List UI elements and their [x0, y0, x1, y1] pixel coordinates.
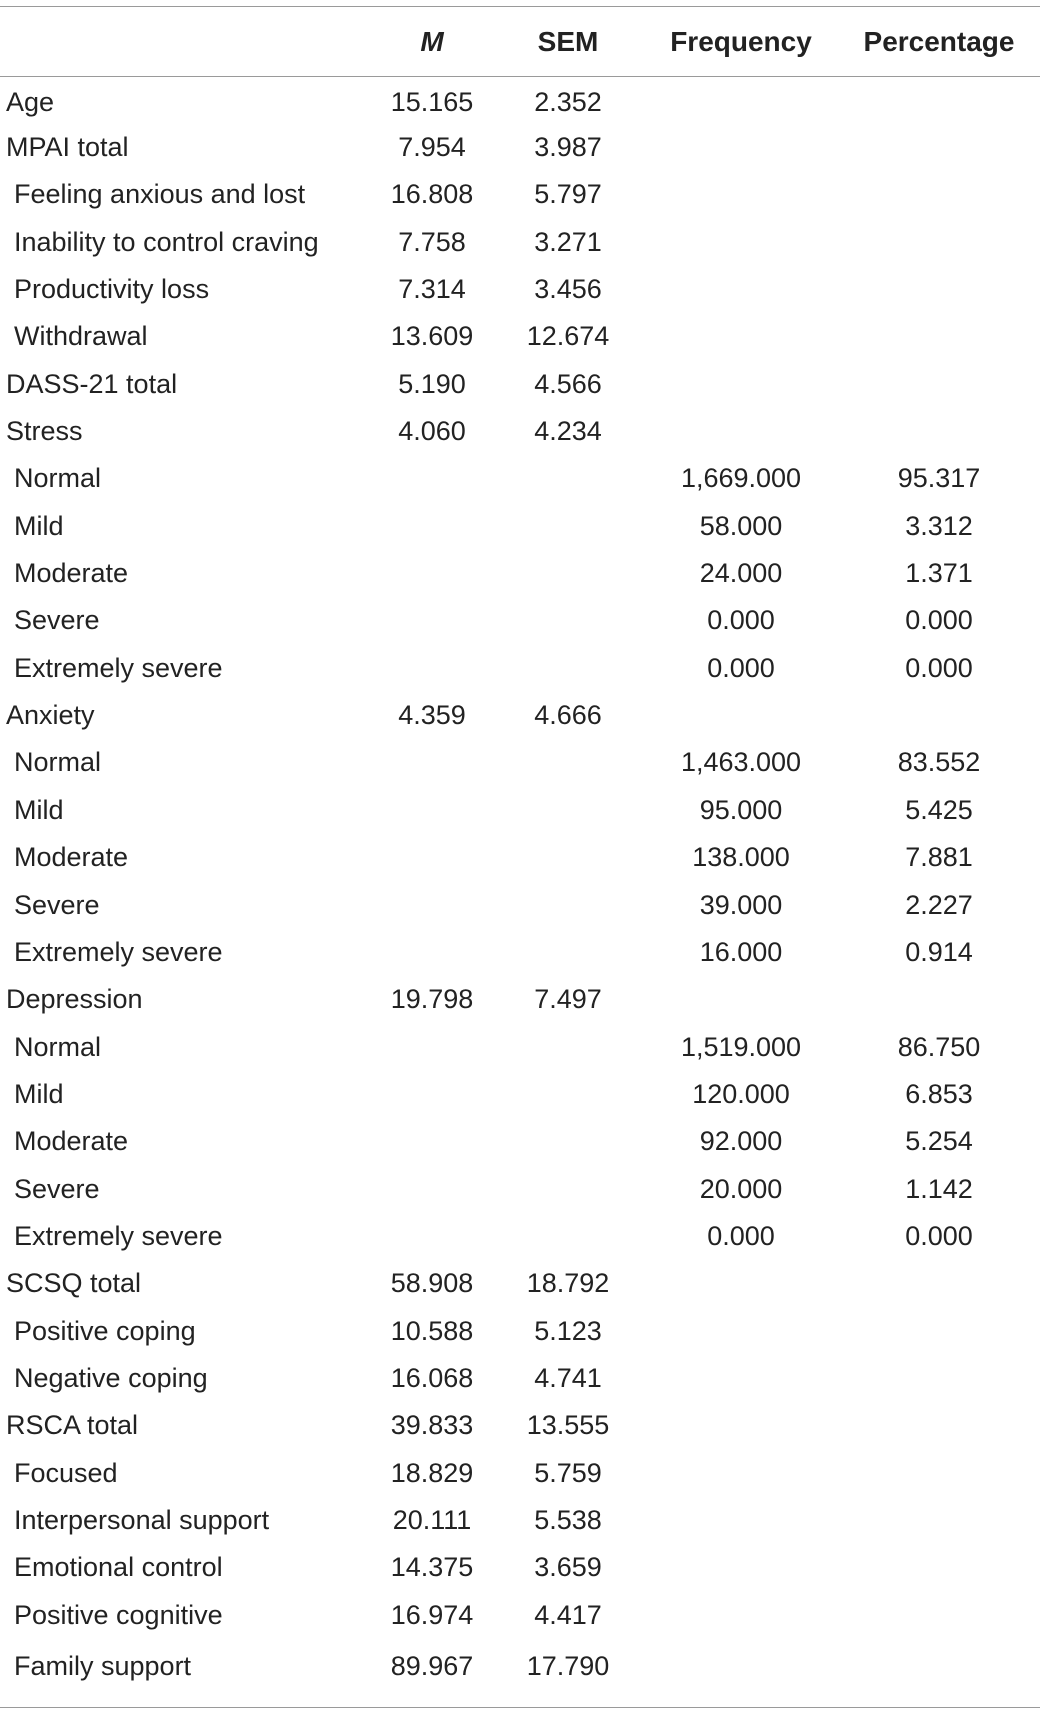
descriptive-statistics-table — [0, 6, 1040, 1708]
header-percentage: Percentage — [838, 7, 1040, 77]
cell-m: 7.954 — [398, 132, 466, 163]
table-row — [0, 1592, 1040, 1639]
row-label: Feeling anxious and lost — [14, 179, 306, 210]
cell-frequency: 92.000 — [699, 1126, 783, 1157]
cell-m: 5.190 — [398, 368, 466, 399]
row-label: Interpersonal support — [14, 1504, 270, 1535]
cell-m — [372, 550, 492, 597]
cell-percentage — [838, 408, 1040, 455]
cell-sem: 18.792 — [526, 1268, 610, 1299]
table-row — [0, 77, 1040, 124]
cell-percentage — [838, 976, 1040, 1023]
cell-percentage: 7.881 — [905, 842, 973, 873]
cell-m: 4.060 — [398, 416, 466, 447]
cell-sem: 3.659 — [534, 1552, 602, 1583]
row-label: Emotional control — [14, 1552, 223, 1583]
row-label: Extremely severe — [14, 1220, 223, 1251]
cell-m: 16.068 — [390, 1362, 474, 1393]
table-row — [0, 550, 1040, 597]
cell-frequency — [644, 1544, 838, 1591]
row-label: Positive coping — [14, 1315, 196, 1346]
cell-m — [372, 834, 492, 881]
cell-m: 10.588 — [390, 1315, 474, 1346]
table-row — [0, 929, 1040, 976]
table-row — [0, 313, 1040, 360]
cell-m: 89.967 — [372, 1639, 492, 1708]
table-row — [0, 1260, 1040, 1307]
cell-percentage — [838, 1592, 1040, 1639]
cell-percentage: 83.552 — [897, 747, 981, 778]
table-row — [0, 266, 1040, 313]
cell-percentage — [838, 1402, 1040, 1449]
table-row — [0, 219, 1040, 266]
cell-percentage: 3.312 — [905, 510, 973, 541]
cell-frequency: 20.000 — [699, 1173, 783, 1204]
cell-percentage: 2.227 — [905, 889, 973, 920]
table-row — [0, 1402, 1040, 1449]
table-row — [0, 739, 1040, 786]
table-row — [0, 787, 1040, 834]
cell-m: 18.829 — [390, 1457, 474, 1488]
cell-sem: 7.497 — [534, 984, 602, 1015]
header-sem: SEM — [492, 7, 644, 77]
cell-sem — [492, 881, 644, 928]
row-label: Severe — [14, 889, 100, 920]
row-label: Extremely severe — [14, 652, 223, 683]
cell-m — [372, 929, 492, 976]
cell-m: 7.758 — [398, 226, 466, 257]
cell-percentage: 1.142 — [905, 1173, 973, 1204]
cell-sem: 12.674 — [526, 321, 610, 352]
row-label: Extremely severe — [14, 936, 223, 967]
row-label: Age — [6, 86, 55, 117]
cell-m — [372, 1118, 492, 1165]
cell-sem: 3.271 — [534, 226, 602, 257]
row-label: Moderate — [14, 558, 129, 589]
cell-sem — [492, 929, 644, 976]
row-label: Negative coping — [14, 1362, 208, 1393]
table-row — [0, 1355, 1040, 1402]
cell-frequency — [644, 1592, 838, 1639]
cell-sem: 4.417 — [534, 1599, 602, 1630]
cell-sem: 4.566 — [534, 368, 602, 399]
cell-frequency: 1,463.000 — [680, 747, 802, 778]
cell-percentage: 6.853 — [905, 1078, 973, 1109]
cell-m: 14.375 — [390, 1552, 474, 1583]
cell-percentage: 1.371 — [905, 558, 973, 589]
cell-frequency — [644, 313, 838, 360]
cell-percentage — [838, 1307, 1040, 1354]
table-row — [0, 645, 1040, 692]
cell-percentage: 86.750 — [897, 1031, 981, 1062]
cell-percentage — [838, 266, 1040, 313]
cell-m — [372, 1071, 492, 1118]
cell-sem: 13.555 — [526, 1410, 610, 1441]
cell-sem — [492, 1118, 644, 1165]
cell-frequency — [644, 1307, 838, 1354]
cell-sem — [492, 1165, 644, 1212]
cell-frequency: 138.000 — [692, 842, 790, 873]
table-row — [0, 1165, 1040, 1212]
cell-sem — [492, 1213, 644, 1260]
cell-percentage: 95.317 — [897, 463, 981, 494]
cell-frequency — [644, 1449, 838, 1496]
cell-percentage — [838, 77, 1040, 124]
table-row — [0, 1497, 1040, 1544]
table-row — [0, 881, 1040, 928]
row-label: Moderate — [14, 1126, 129, 1157]
cell-percentage: 0.000 — [905, 652, 973, 683]
row-label: Normal — [14, 747, 102, 778]
table-row — [0, 597, 1040, 644]
cell-frequency: 0.000 — [707, 605, 775, 636]
cell-m — [372, 503, 492, 550]
header-row — [0, 7, 1040, 77]
row-label: Family support — [0, 1639, 372, 1708]
cell-sem: 5.759 — [534, 1457, 602, 1488]
cell-sem — [492, 834, 644, 881]
cell-frequency: 0.000 — [707, 652, 775, 683]
cell-m — [372, 597, 492, 644]
header-m: M — [372, 7, 492, 77]
cell-sem — [492, 550, 644, 597]
cell-sem — [492, 455, 644, 502]
cell-m — [372, 881, 492, 928]
row-label: Mild — [14, 510, 64, 541]
cell-percentage — [838, 361, 1040, 408]
cell-sem: 4.741 — [534, 1362, 602, 1393]
cell-frequency: 16.000 — [699, 936, 783, 967]
row-label: RSCA total — [6, 1410, 139, 1441]
cell-frequency: 1,519.000 — [680, 1031, 802, 1062]
table-row — [0, 976, 1040, 1023]
cell-percentage — [838, 124, 1040, 171]
cell-m: 19.798 — [390, 984, 474, 1015]
row-label: Normal — [14, 463, 102, 494]
cell-sem: 4.666 — [534, 700, 602, 731]
cell-m: 39.833 — [390, 1410, 474, 1441]
cell-percentage: 0.914 — [905, 936, 973, 967]
cell-m: 4.359 — [398, 700, 466, 731]
cell-percentage: 5.425 — [905, 794, 973, 825]
header-frequency: Frequency — [644, 7, 838, 77]
cell-sem — [492, 1071, 644, 1118]
cell-percentage: 0.000 — [905, 605, 973, 636]
cell-frequency — [644, 408, 838, 455]
table-row — [0, 1213, 1040, 1260]
cell-frequency: 1,669.000 — [680, 463, 802, 494]
table-body — [0, 77, 1040, 1708]
cell-percentage — [838, 171, 1040, 218]
cell-sem: 4.234 — [534, 416, 602, 447]
cell-frequency — [644, 1402, 838, 1449]
cell-m: 13.609 — [390, 321, 474, 352]
table-row — [0, 1449, 1040, 1496]
cell-sem — [492, 645, 644, 692]
cell-frequency — [644, 1639, 838, 1708]
row-label: Focused — [14, 1457, 118, 1488]
cell-m: 16.974 — [390, 1599, 474, 1630]
cell-sem — [492, 787, 644, 834]
row-label: Stress — [6, 416, 83, 447]
cell-percentage — [838, 1355, 1040, 1402]
header-label — [0, 7, 372, 77]
cell-percentage — [838, 692, 1040, 739]
cell-frequency — [644, 171, 838, 218]
cell-m — [372, 1165, 492, 1212]
table-header — [0, 7, 1040, 77]
table-row — [0, 455, 1040, 502]
cell-frequency: 120.000 — [692, 1078, 790, 1109]
cell-percentage — [838, 1639, 1040, 1708]
cell-frequency: 0.000 — [707, 1220, 775, 1251]
row-label: Anxiety — [6, 700, 95, 731]
cell-frequency — [644, 1260, 838, 1307]
table-row — [0, 1023, 1040, 1070]
row-label: MPAI total — [6, 132, 129, 163]
cell-sem — [492, 739, 644, 786]
cell-sem: 2.352 — [534, 86, 602, 117]
row-label: DASS-21 total — [6, 368, 178, 399]
cell-percentage — [838, 1544, 1040, 1591]
row-label: Severe — [14, 1173, 100, 1204]
table-row — [0, 124, 1040, 171]
cell-percentage — [838, 219, 1040, 266]
cell-frequency — [644, 124, 838, 171]
cell-frequency — [644, 77, 838, 124]
table-row — [0, 503, 1040, 550]
row-label: Mild — [14, 794, 64, 825]
cell-frequency — [644, 1497, 838, 1544]
cell-frequency: 24.000 — [699, 558, 783, 589]
cell-sem: 5.797 — [534, 179, 602, 210]
cell-sem: 5.538 — [534, 1504, 602, 1535]
cell-percentage — [838, 313, 1040, 360]
cell-sem — [492, 1023, 644, 1070]
cell-frequency — [644, 976, 838, 1023]
row-label: Moderate — [14, 842, 129, 873]
table-row — [0, 408, 1040, 455]
cell-m — [372, 1213, 492, 1260]
cell-frequency: 58.000 — [699, 510, 783, 541]
table-row — [0, 361, 1040, 408]
cell-m — [372, 455, 492, 502]
cell-frequency — [644, 1355, 838, 1402]
row-label: Productivity loss — [14, 274, 210, 305]
cell-percentage — [838, 1260, 1040, 1307]
cell-frequency — [644, 266, 838, 313]
cell-m — [372, 787, 492, 834]
cell-m: 58.908 — [390, 1268, 474, 1299]
table-row — [0, 834, 1040, 881]
cell-sem — [492, 503, 644, 550]
cell-percentage — [838, 1497, 1040, 1544]
cell-sem: 17.790 — [492, 1639, 644, 1708]
cell-m: 16.808 — [390, 179, 474, 210]
cell-m — [372, 645, 492, 692]
cell-sem: 3.987 — [534, 132, 602, 163]
row-label: Mild — [14, 1078, 64, 1109]
row-label: Depression — [6, 984, 143, 1015]
cell-m — [372, 1023, 492, 1070]
table-row — [0, 1544, 1040, 1591]
row-label: Positive cognitive — [14, 1599, 223, 1630]
row-label: Inability to control craving — [14, 226, 319, 257]
cell-percentage — [838, 1449, 1040, 1496]
cell-frequency — [644, 219, 838, 266]
cell-sem: 3.456 — [534, 274, 602, 305]
table-row — [0, 1071, 1040, 1118]
cell-frequency — [644, 692, 838, 739]
table-row — [0, 171, 1040, 218]
table-row — [0, 1639, 1040, 1708]
cell-m: 20.111 — [392, 1504, 472, 1535]
row-label: Severe — [14, 605, 100, 636]
cell-sem: 5.123 — [534, 1315, 602, 1346]
row-label: Normal — [14, 1031, 102, 1062]
table-row — [0, 1118, 1040, 1165]
cell-m: 15.165 — [390, 86, 474, 117]
cell-frequency: 95.000 — [699, 794, 783, 825]
table-row — [0, 692, 1040, 739]
table-row — [0, 1307, 1040, 1354]
cell-m — [372, 739, 492, 786]
row-label: Withdrawal — [14, 321, 148, 352]
cell-percentage: 0.000 — [905, 1220, 973, 1251]
cell-m: 7.314 — [398, 274, 466, 305]
cell-sem — [492, 597, 644, 644]
row-label: SCSQ total — [6, 1268, 142, 1299]
cell-frequency — [644, 361, 838, 408]
cell-percentage: 5.254 — [905, 1126, 973, 1157]
cell-frequency: 39.000 — [699, 889, 783, 920]
